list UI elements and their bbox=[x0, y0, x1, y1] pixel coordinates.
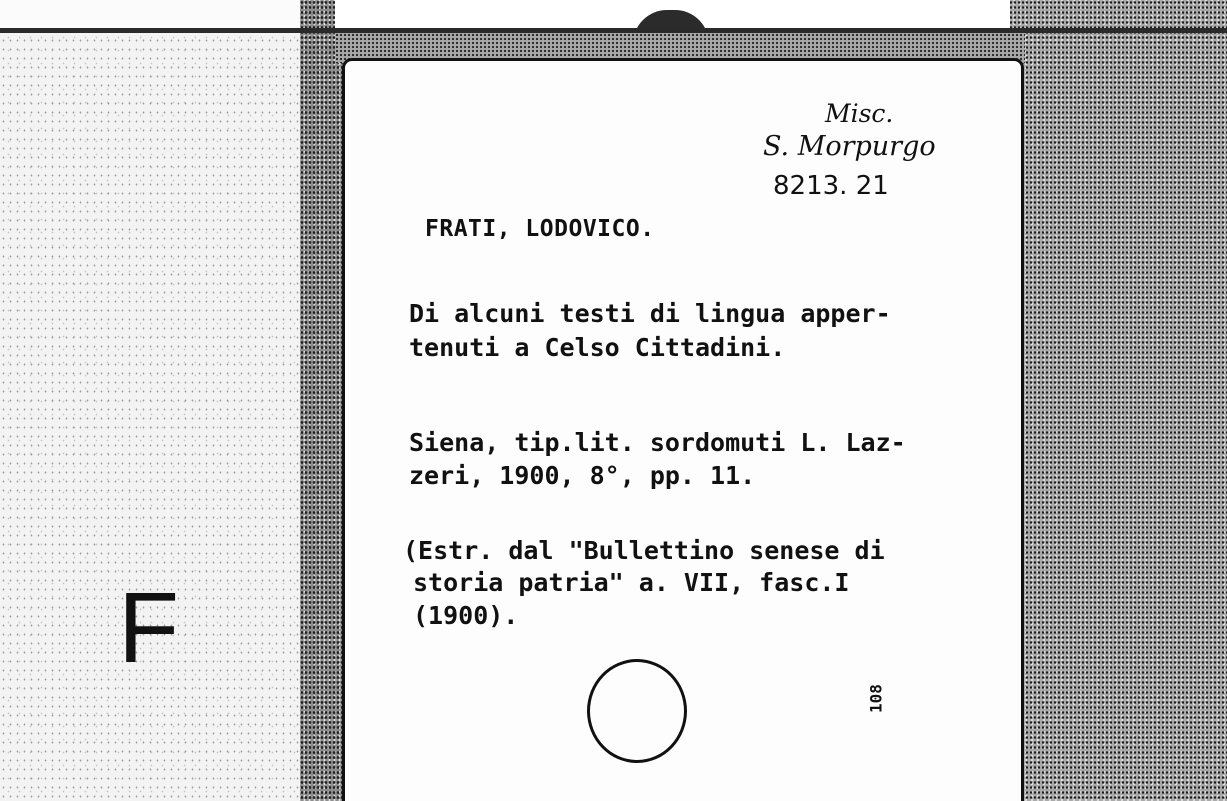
card-right-edge bbox=[1008, 0, 1227, 801]
catalogue-card bbox=[342, 58, 1024, 801]
drawer-letter: F bbox=[118, 572, 180, 684]
punch-hole bbox=[587, 659, 687, 763]
card-serial-number: 108 bbox=[866, 684, 886, 713]
shelfmark-line-1: Misc. bbox=[825, 99, 894, 128]
imprint-line-1: Siena, tip.lit. sordomuti L. Laz- bbox=[409, 428, 906, 457]
card-left-edge bbox=[300, 0, 348, 801]
title-line-2: tenuti a Celso Cittadini. bbox=[409, 333, 786, 362]
title-line-1: Di alcuni testi di lingua apper- bbox=[409, 299, 891, 328]
shelfmark-line-2: S. Morpurgo bbox=[763, 131, 936, 162]
imprint-line-2: zeri, 1900, 8°, pp. 11. bbox=[409, 461, 756, 490]
shelfmark-number: 8213. 21 bbox=[773, 171, 889, 201]
note-line-2: storia patria" a. VII, fasc.I bbox=[413, 568, 850, 597]
note-line-3: (1900). bbox=[413, 601, 519, 630]
note-line-1: (Estr. dal "Bullettino senese di bbox=[403, 536, 885, 565]
author-heading: FRATI, LODOVICO. bbox=[425, 216, 655, 242]
